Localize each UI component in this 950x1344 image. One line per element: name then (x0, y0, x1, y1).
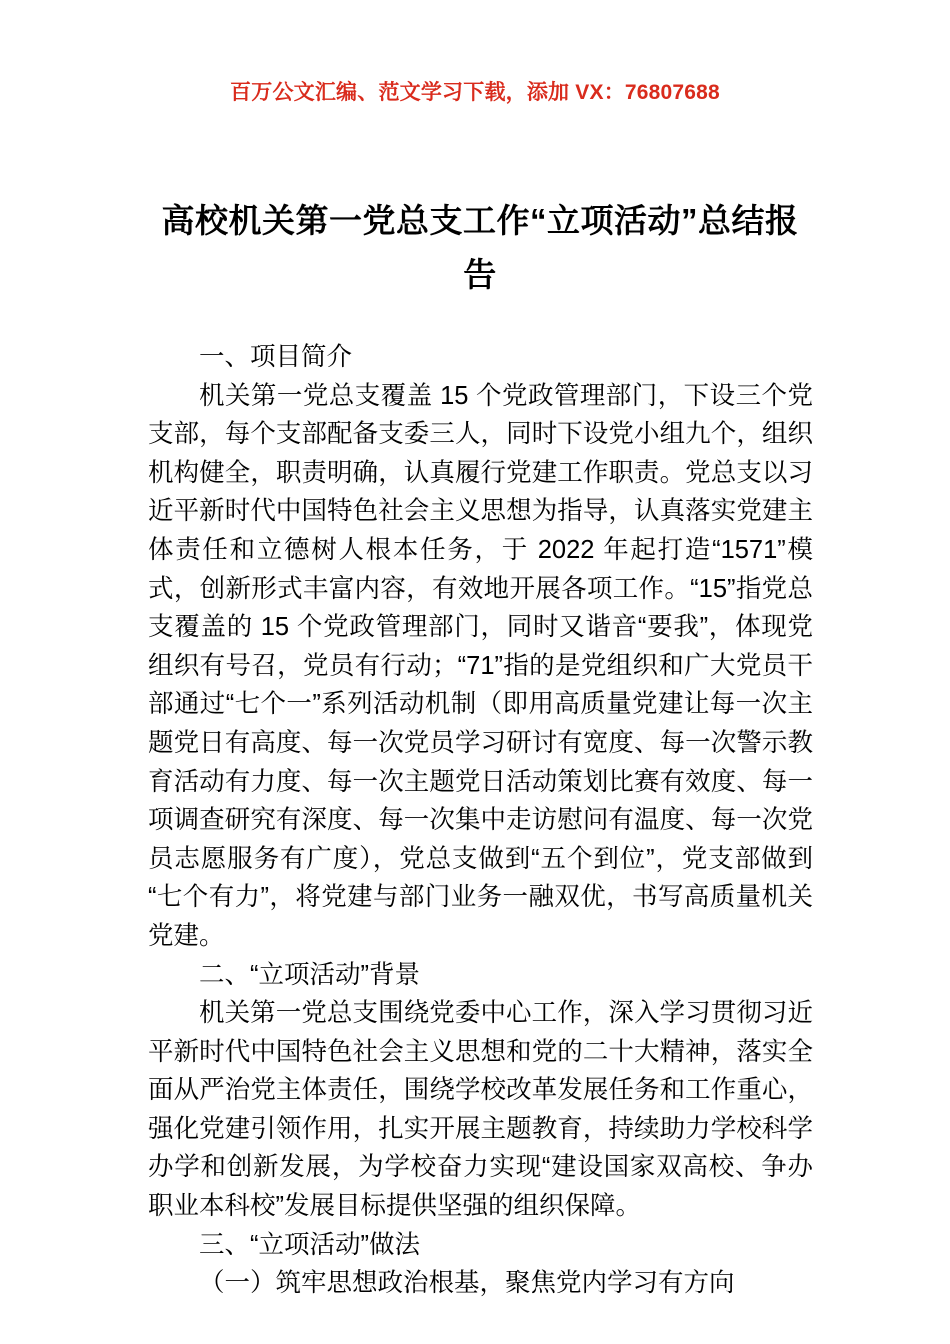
promo-header-banner: 百万公文汇编、范文学习下载，添加 VX：76807688 (230, 81, 720, 104)
document-body (148, 338, 813, 1303)
section-heading: 一、项目简介 (199, 343, 353, 371)
body-paragraph: 机关第一党总支围绕党委中心工作，深入学习贯彻习近平新时代中国特色社会主义思想和党的二十大精神，落实全面从严治党主体责任，围绕学校改革发展任务和工作重心，强化党建引领作用，扎实开展主题教育，持续助力学校科学办学和创新发展，为学校奋力实现“建设国家双高校、争办职业本科校”发展目标提供坚强的组织保障。 (148, 999, 813, 1221)
section-heading: （一）筑牢思想政治根基，聚焦党内学习有方向 (199, 1269, 735, 1298)
section-heading: 二、“立项活动”背景 (199, 960, 420, 989)
document-title: 高校机关第一党总支工作“立项活动”总结报告 (161, 202, 799, 294)
section-heading: 三、“立项活动”做法 (199, 1230, 420, 1259)
body-paragraph: 机关第一党总支覆盖 15 个党政管理部门，下设三个党支部，每个支部配备支委三人，同时下设党小组九个，组织机构健全，职责明确，认真履行党建工作职责。党总支以习近平新时代中国特色社会主义思想为指导，认真落实党建主体责任和立德树人根本任务，于 2022 年起打造“1571”模式，创新形式丰富内容，有效地开展各项工作。“15”指党总支覆盖的 15 个党政管理部门，同时又谐音“要我”，体现党组织有号召，党员有行动；“71”指的是党组织和广大党员干部通过“七个一”系列活动机制（即用高质量党建让每一次主题党日有高度、每一次党员学习研讨有宽度、每一次警示教育活动有力度、每一次主题党日活动策划比赛有效度、每一项调查研究有深度、每一次集中走访慰问有温度、每一次党员志愿服务有广度），党总支做到“五个到位”，党支部做到“七个有力”，将党建与部门业务一融双优，书写高质量机关党建。 (148, 381, 813, 950)
